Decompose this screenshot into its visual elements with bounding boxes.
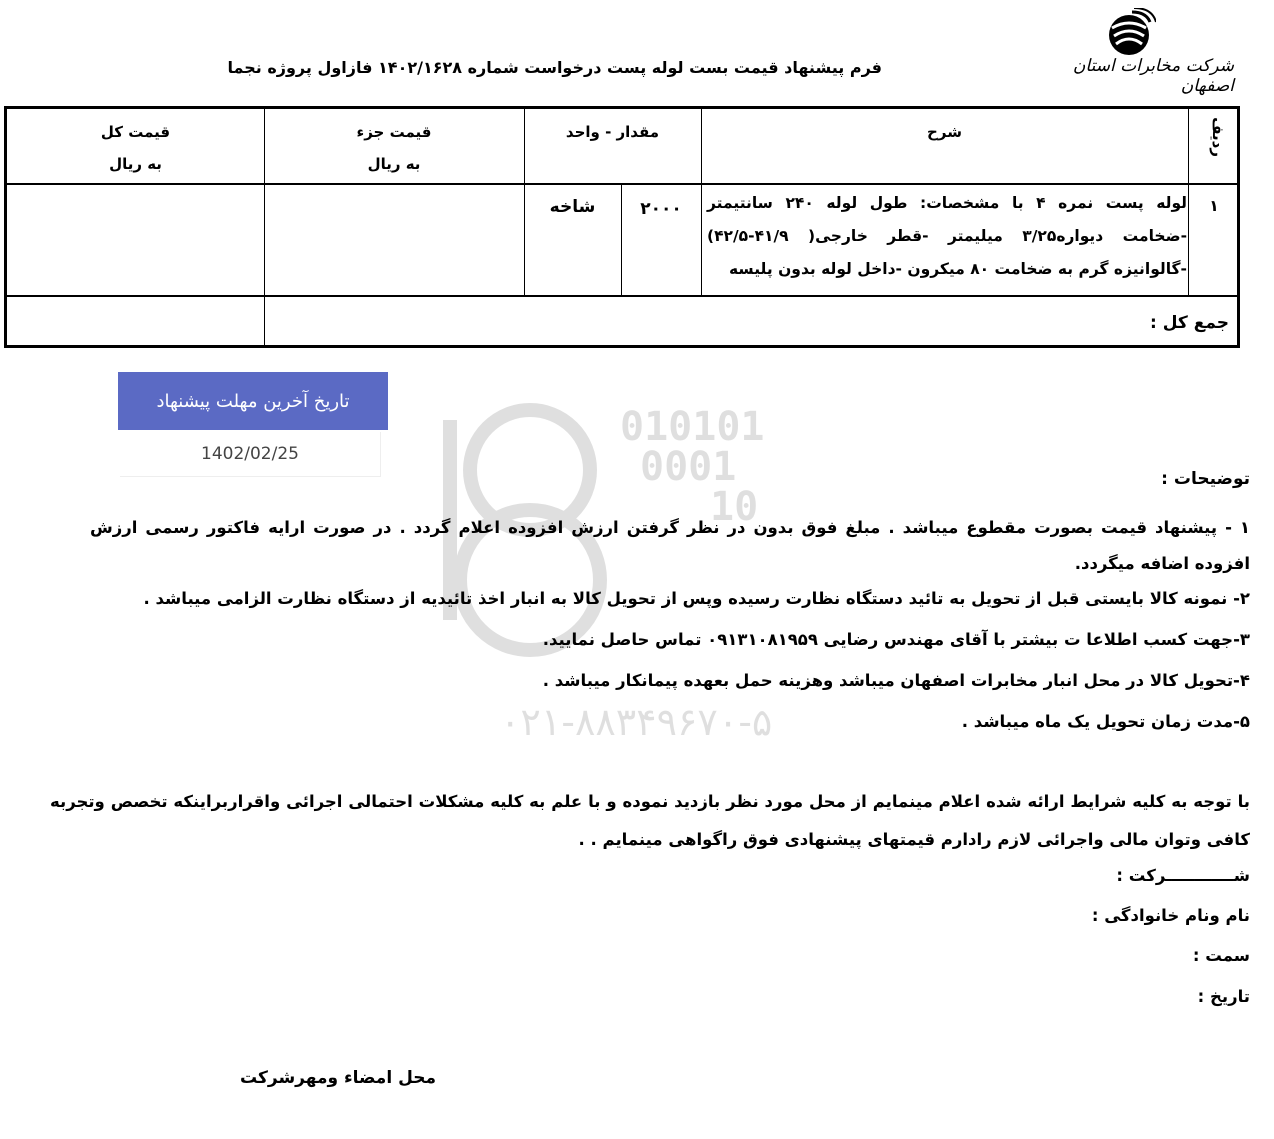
notes-heading: توضیحات : xyxy=(1161,469,1250,489)
note-item: ۲- نمونه کالا بایستی قبل از تحویل به تائید دستگاه نظارت رسیده وپس از تحویل کالا به انبار اخذ تائیدیه از دستگاه نظارت الزامی میباشد . xyxy=(143,589,1250,608)
item-unit: شاخه xyxy=(549,197,596,217)
header-description: شرح xyxy=(927,123,962,141)
header-row-no: ردیف xyxy=(1209,117,1227,157)
header-qty-unit: مقدار - واحد xyxy=(565,123,660,141)
price-table xyxy=(4,106,1240,348)
note-item: ۳-جهت کسب اطلاعا ت بیشتر با آقای مهندس رضایی ۰۹۱۳۱۰۸۱۹۵۹ تماس حاصل نمایید. xyxy=(542,630,1250,649)
name-field: نام ونام خانوادگی : xyxy=(1091,906,1250,925)
company-field: شــــــــــــرکت : xyxy=(1116,866,1250,885)
date-field: تاریخ : xyxy=(1197,987,1250,1006)
item-description: لوله پست نمره ۴ با مشخصات: طول لوله ۲۴۰ سانتیمتر -ضخامت دیواره۳/۲۵ میلیمتر -قطر خارجی( ۴۱/۹-۴۲/۵) -گالوانیزه گرم به ضخامت ۸۰ میکرون -داخل لوله بدون پلیسه xyxy=(707,194,1188,278)
header-unit-price: قیمت جزء xyxy=(356,123,432,141)
company-logo xyxy=(1034,8,1234,100)
header-total-price-sub: به ریال xyxy=(109,155,162,173)
telecom-logo-icon xyxy=(1102,8,1156,58)
position-field: سمت : xyxy=(1192,946,1250,965)
note-item: ۱ - پیشنهاد قیمت بصورت مقطوع میباشد . مبلغ فوق بدون در نظر گرفتن ارزش افزوده اعلام گردد . در صورت ارایه فاکتور رسمی ارزش افزوده اضافه میگردد. xyxy=(90,518,1250,573)
declaration-text: با توجه به کلیه شرایط ارائه شده اعلام مینمایم از محل مورد نظر بازدید نموده و با علم به کلیه مشکلات احتمالی اجرائی واقراربراینکه تخصص وتجربه کافی وتوان مالی واجرائی لازم رادارم قیمتهای پیشنهادی فوق راگواهی مینمایم . . xyxy=(50,792,1250,849)
deadline-label: تاریخ آخرین مهلت پیشنهاد xyxy=(118,372,388,430)
note-item: ۴-تحویل کالا در محل انبار مخابرات اصفهان میباشد وهزینه حمل بعهده پیمانکار میباشد . xyxy=(542,671,1250,690)
sum-label: جمع کل : xyxy=(1150,313,1229,333)
item-quantity: ۲۰۰۰ xyxy=(640,199,682,219)
svg-text:10: 10 xyxy=(710,484,759,530)
row-number: ۱ xyxy=(1209,197,1219,215)
svg-text:0001: 0001 xyxy=(640,444,737,490)
org-name: شرکت مخابرات استان اصفهان xyxy=(1072,56,1234,96)
signature-label: محل امضاء ومهرشرکت xyxy=(240,1068,437,1088)
watermark-digits: 010101 xyxy=(620,404,765,450)
deadline-value: 1402/02/25 xyxy=(120,432,381,477)
header-total-price: قیمت کل xyxy=(100,123,171,141)
document-title: فرم پیشنهاد قیمت بست لوله پست درخواست شماره ۱۴۰۲/۱۶۲۸ فازاول پروژه نجما xyxy=(227,58,882,77)
note-item: ۵-مدت زمان تحویل یک ماه میباشد . xyxy=(961,712,1250,731)
watermark-phone: ۰۲۱-۸۸۳۴۹۶۷۰-۵ xyxy=(500,700,773,744)
header-unit-price-sub: به ریال xyxy=(367,155,421,173)
